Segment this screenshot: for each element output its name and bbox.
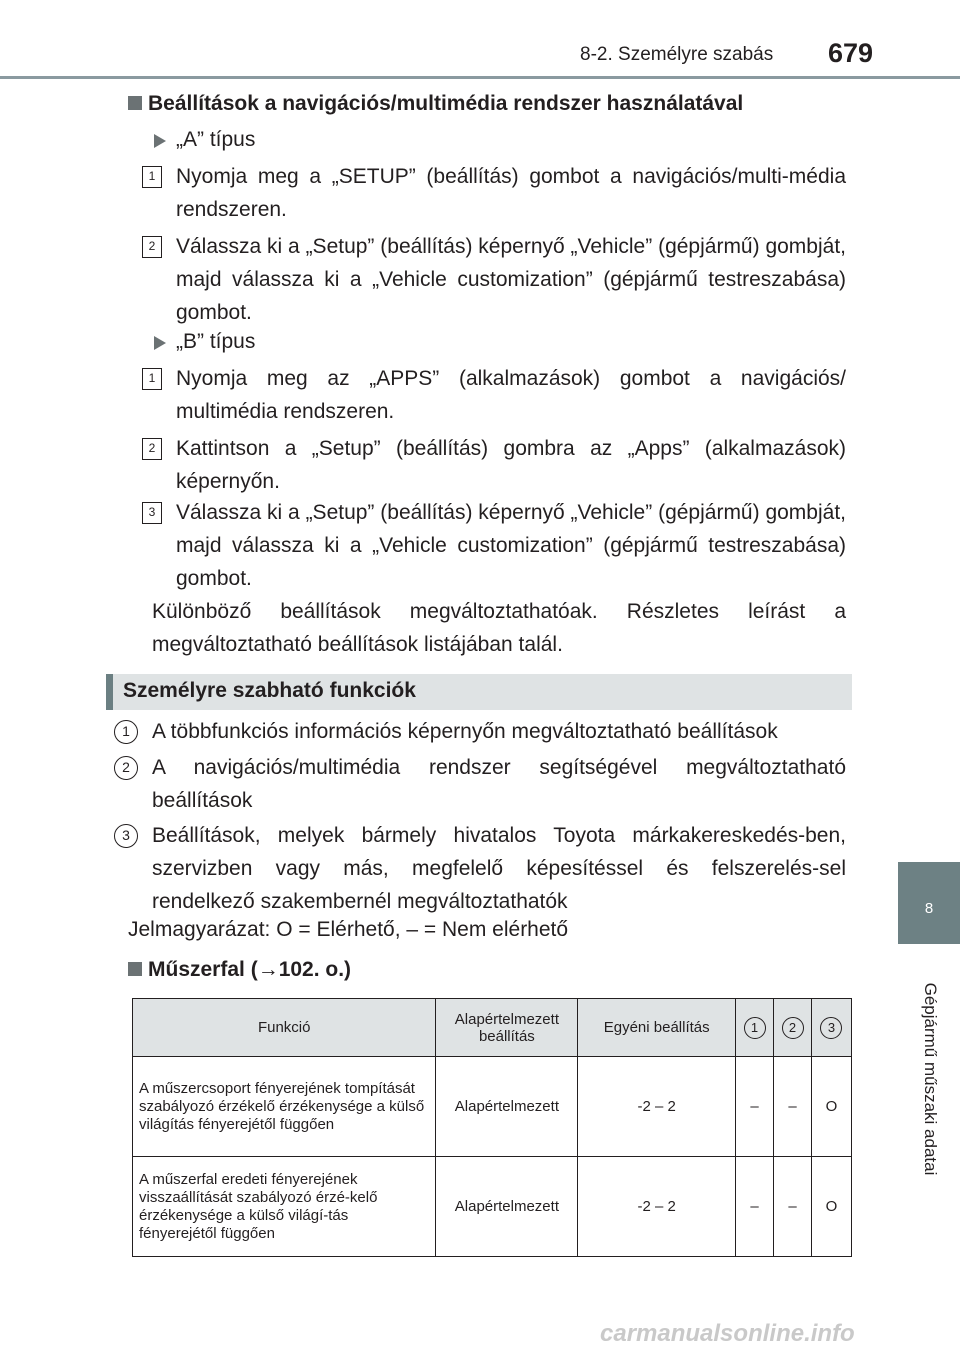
type-a-label xyxy=(176,128,255,152)
header-function: Funkció xyxy=(133,999,436,1057)
header-col-3 xyxy=(811,999,851,1057)
table-row xyxy=(133,1157,852,1257)
chapter-label xyxy=(906,948,954,1210)
list-item: A navigációs/multimédia rendszer segítségével megváltoztatható beállítások xyxy=(152,756,846,812)
list-number-circle: 2 xyxy=(114,756,138,780)
list-item: Beállítások, melyek bármely hivatalos Toyota márkakereskedés-ben, szervizben vagy más, megfelelő képesítéssel és felszerelés-sel rendelkező szakembernél megváltoztathatók xyxy=(152,824,846,913)
table-header-row xyxy=(133,999,852,1057)
settings-table xyxy=(132,998,852,1257)
instrument-heading-text: Műszerfal ( xyxy=(148,958,258,981)
section-title-bar xyxy=(106,674,852,710)
cell-c2: – xyxy=(774,1057,812,1157)
cell-c1: – xyxy=(736,1157,774,1257)
settings-heading-text: Beállítások a navigációs/multimédia rendszer használatával xyxy=(148,92,744,115)
list-number-circle: 3 xyxy=(114,824,138,848)
cell-custom: -2 – 2 xyxy=(578,1057,736,1157)
instrument-panel-heading xyxy=(128,958,351,982)
type-b-label xyxy=(176,330,255,354)
list-item: A többfunkciós információs képernyőn megváltoztatható beállítások xyxy=(152,720,778,743)
step-text: Válassza ki a „Setup” (beállítás) képernyő „Vehicle” (gépjármű) gombját, majd válassza ki a „Vehicle customization” (gépjármű testreszabása) gombot. xyxy=(176,235,846,324)
note-paragraph: Különböző beállítások megváltoztathatóak. Részletes leírást a megváltoztatható beállítások listájában talál. xyxy=(152,600,846,656)
cell-c3: O xyxy=(811,1057,851,1157)
step-text: Nyomja meg az „APPS” (alkalmazások) gombot a navigációs/ multimédia rendszeren. xyxy=(176,367,846,423)
step-text: Nyomja meg a „SETUP” (beállítás) gombot a navigációs/multi-média rendszeren. xyxy=(176,165,846,221)
step-number-box: 2 xyxy=(142,236,162,258)
header-default: Alapértelmezett beállítás xyxy=(436,999,578,1057)
triangle-bullet-icon xyxy=(154,336,166,350)
type-b-label-text: „B” típus xyxy=(176,330,256,353)
circle-2-icon: 2 xyxy=(782,1017,804,1039)
step-number-box: 2 xyxy=(142,438,162,460)
step-text: Kattintson a „Setup” (beállítás) gombra az „Apps” (alkalmazások) képernyőn. xyxy=(176,437,846,493)
circle-1-icon: 1 xyxy=(744,1017,766,1039)
watermark: carmanualsonline.info xyxy=(600,1320,855,1347)
triangle-bullet-icon xyxy=(154,134,166,148)
arrow-icon: → xyxy=(257,958,279,981)
cell-c1: – xyxy=(736,1057,774,1157)
header-col-2 xyxy=(774,999,812,1057)
type-a-label-text: „A” típus xyxy=(176,128,256,151)
step-number-box: 1 xyxy=(142,368,162,390)
cell-function: A műszercsoport fényerejének tompítását szabályozó érzékelő érzékenysége a külső világítás fényerejétől függően xyxy=(133,1057,436,1157)
settings-heading xyxy=(128,92,743,116)
step-text: Válassza ki a „Setup” (beállítás) képernyő „Vehicle” (gépjármű) gombját, majd válassza ki a „Vehicle customization” (gépjármű testreszabása) gombot. xyxy=(176,501,846,590)
square-bullet-icon xyxy=(128,962,142,976)
chapter-tab: 8 xyxy=(898,862,960,944)
section-accent xyxy=(106,674,113,710)
header-custom: Egyéni beállítás xyxy=(578,999,736,1057)
step-number-box: 3 xyxy=(142,502,162,524)
section-title: Személyre szabható funkciók xyxy=(123,679,416,702)
cell-default: Alapértelmezett xyxy=(436,1057,578,1157)
page-number: 679 xyxy=(828,38,874,68)
cell-custom: -2 – 2 xyxy=(578,1157,736,1257)
legend-text: Jelmagyarázat: O = Elérhető, – = Nem elérhető xyxy=(128,918,569,941)
header-section-title: 8-2. Személyre szabás xyxy=(580,44,774,65)
cell-c2: – xyxy=(774,1157,812,1257)
header-divider xyxy=(0,76,960,79)
step-number-box: 1 xyxy=(142,166,162,188)
table-row xyxy=(133,1057,852,1157)
header-col-1 xyxy=(736,999,774,1057)
cell-default: Alapértelmezett xyxy=(436,1157,578,1257)
square-bullet-icon xyxy=(128,96,142,110)
list-number-circle: 1 xyxy=(114,720,138,744)
cell-c3: O xyxy=(811,1157,851,1257)
cell-function: A műszerfal eredeti fényerejének visszaállítását szabályozó érzé-kelő érzékenysége a külső világí-tás fényerejétől függően xyxy=(133,1157,436,1257)
chapter-title: Gépjármű műszaki adatai xyxy=(921,982,940,1176)
instrument-heading-ref: 102. o.) xyxy=(278,958,352,981)
circle-3-icon: 3 xyxy=(820,1017,842,1039)
